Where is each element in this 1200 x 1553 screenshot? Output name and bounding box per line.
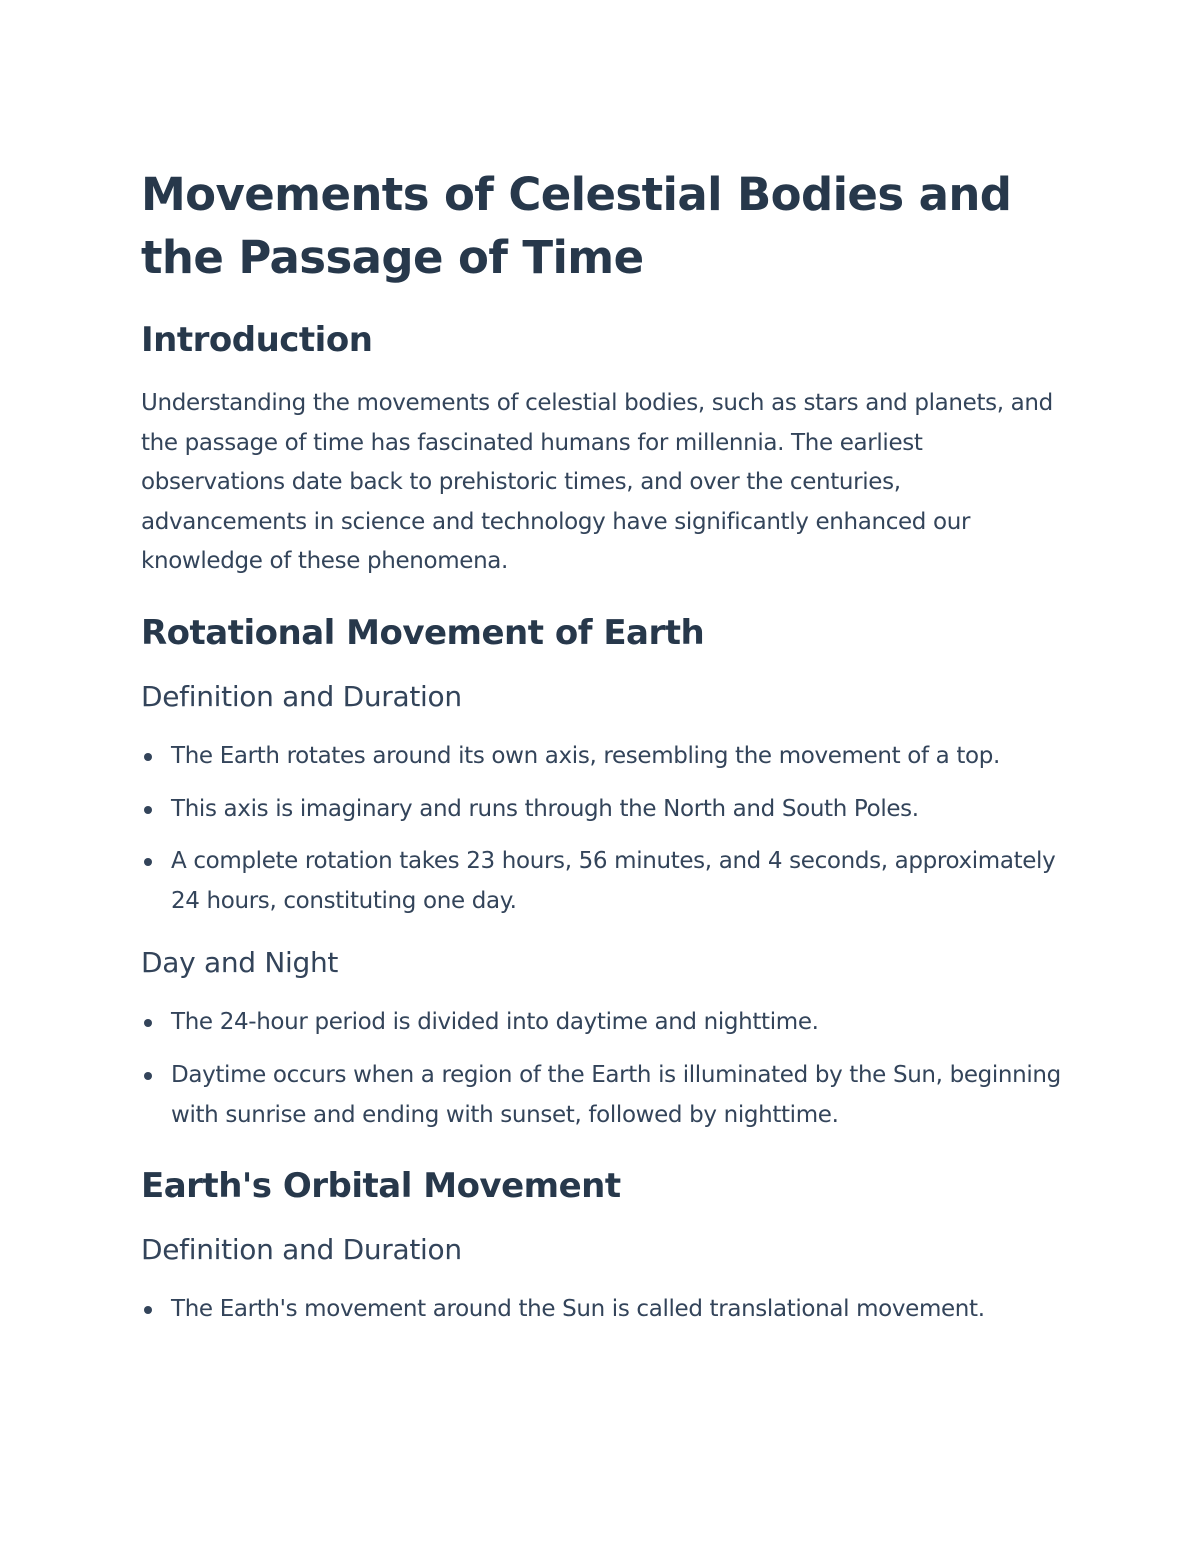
list-item-text: This axis is imaginary and runs through the North and South Poles. [171, 795, 919, 822]
list-item [141, 1290, 1061, 1330]
subsection-heading-day-night: Day and Night [141, 946, 339, 980]
list-item [141, 737, 1061, 777]
bullet-icon [144, 1019, 152, 1027]
list-item [141, 842, 1061, 921]
list-item-text: The Earth's movement around the Sun is called translational movement. [171, 1296, 985, 1323]
document-title: Movements of Celestial Bodies and the Passage of Time [141, 168, 1012, 284]
list-item [141, 1056, 1061, 1135]
list-item-text: The 24-hour period is divided into daytime and nighttime. [171, 1009, 819, 1036]
list-item-text: The Earth rotates around its own axis, resembling the movement of a top. [171, 742, 1000, 769]
section-heading-rotational: Rotational Movement of Earth [141, 612, 705, 653]
list-item [141, 790, 1061, 830]
section-heading-introduction: Introduction [141, 320, 373, 360]
subsection-heading-orbital-definition: Definition and Duration [141, 1233, 462, 1267]
list-item-text: A complete rotation takes 23 hours, 56 minutes, and 4 seconds, approximately 24 hours, constituting one day. [171, 848, 1056, 914]
subsection-heading-rotational-definition: Definition and Duration [141, 679, 462, 713]
document-page [141, 163, 1061, 1330]
bullet-icon [144, 858, 152, 866]
orbital-definition-list [141, 1290, 1061, 1330]
bullet-icon [144, 1072, 152, 1080]
section-heading-orbital: Earth's Orbital Movement [141, 1166, 621, 1207]
list-item [141, 1003, 1061, 1043]
bullet-icon [144, 806, 152, 814]
rotational-definition-list [141, 737, 1061, 921]
bullet-icon [144, 753, 152, 761]
day-night-list [141, 1003, 1061, 1135]
introduction-paragraph: Understanding the movements of celestial bodies, such as stars and planets, and the passage of time has fascinated humans for millennia. The earliest observations date back to prehistoric times, and over the centuries, advancements in science and technology have significantly enhanced our knowledge of these phenomena. [141, 390, 1053, 575]
bullet-icon [144, 1306, 152, 1314]
list-item-text: Daytime occurs when a region of the Earth is illuminated by the Sun, beginning with sunrise and ending with sunset, followed by nighttime. [171, 1061, 1061, 1128]
